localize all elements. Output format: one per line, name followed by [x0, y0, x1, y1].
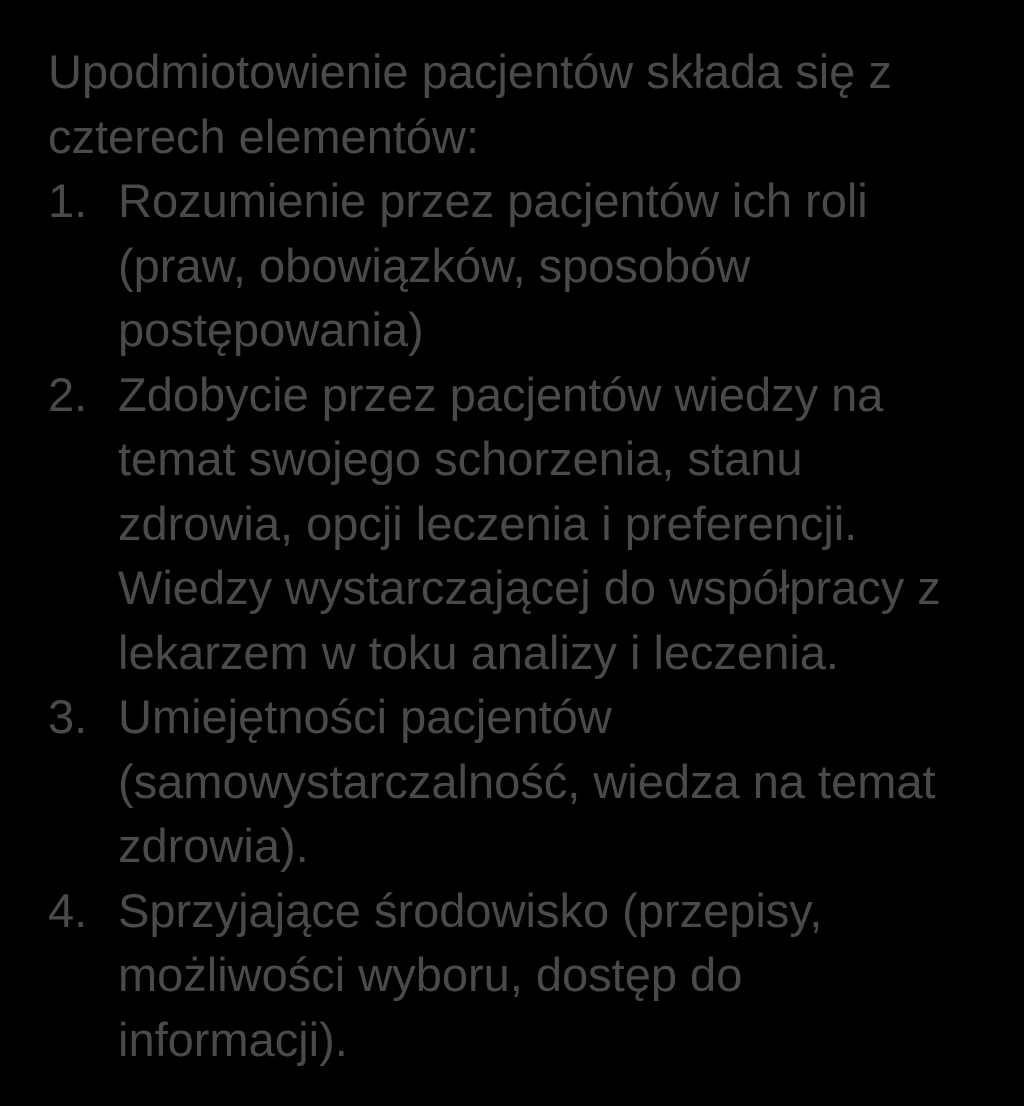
intro-text: Upodmiotowienie pacjentów składa się z czterech elementów: [48, 45, 892, 163]
list-item-text: Zdobycie przez pacjentów wiedzy na temat swojego schorzenia, stanu zdrowia, opcji leczenia i preferencji. Wiedzy wystarczającej do współpracy z lekarzem w toku analizy i leczenia. [118, 367, 941, 679]
list-item [48, 363, 984, 686]
list-item-number: 3. [48, 690, 88, 743]
list-item-number: 1. [48, 174, 88, 227]
list-item-number: 2. [48, 367, 88, 421]
list-item-number: 4. [48, 883, 88, 937]
list-item-text: Umiejętności pacjentów (samowystarczalność, wiedza na temat zdrowia). [118, 690, 936, 872]
list-item-text: Rozumienie przez pacjentów ich roli (praw, obowiązków, sposobów postępowania) [118, 174, 868, 356]
list-item [48, 169, 984, 363]
elements-list [48, 169, 984, 1072]
list-item [48, 879, 984, 1073]
list-item [48, 685, 984, 879]
list-item-text: Sprzyjające środowisko (przepisy, możliwości wyboru, dostęp do informacji). [118, 883, 823, 1066]
